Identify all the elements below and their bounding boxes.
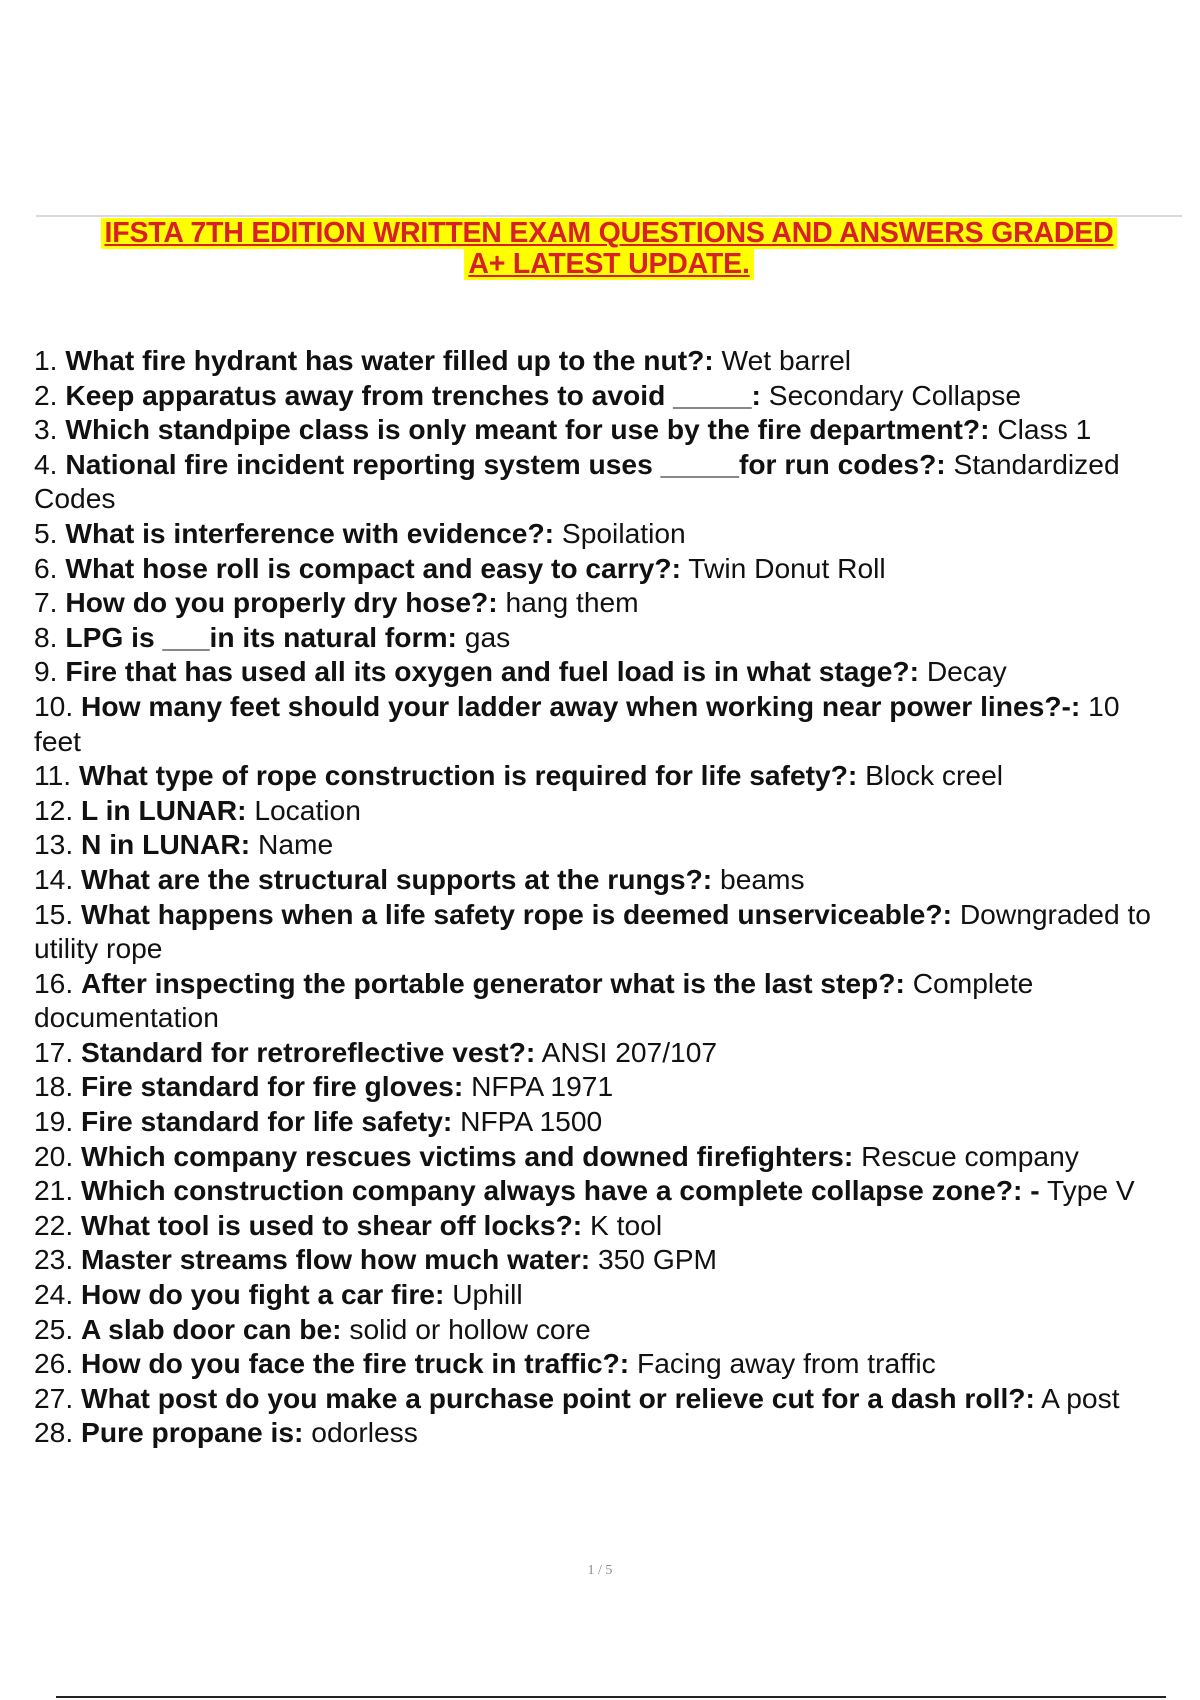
qa-number: 13.: [34, 828, 74, 861]
qa-answer: Decay: [926, 655, 1007, 688]
title-line-2: A+ LATEST UPDATE.: [464, 249, 753, 280]
qa-number: 25.: [34, 1312, 74, 1345]
qa-number: 19.: [34, 1105, 74, 1138]
qa-number: 4.: [34, 447, 58, 480]
qa-question: Fire standard for life safety:: [81, 1105, 453, 1138]
qa-answer: NFPA 1971: [471, 1070, 614, 1103]
qa-answer: Spoilation: [561, 516, 686, 549]
qa-item: [34, 1346, 1174, 1381]
qa-number: 3.: [34, 413, 58, 446]
qa-item: [34, 1035, 1174, 1070]
qa-question: LPG is ___in its natural form:: [65, 620, 457, 653]
qa-item: [34, 1069, 1174, 1104]
qa-question: Keep apparatus away from trenches to avoid _____:: [65, 378, 761, 411]
qa-item: [34, 758, 1174, 793]
qa-question: Pure propane is:: [81, 1416, 304, 1449]
qa-item: [34, 620, 1174, 655]
qa-number: 16.: [34, 966, 74, 999]
qa-answer: Secondary Collapse: [768, 378, 1022, 411]
qa-answer: K tool: [590, 1208, 663, 1241]
qa-question: What hose roll is compact and easy to carry?:: [65, 551, 681, 584]
qa-question: What are the structural supports at the rungs?:: [81, 862, 713, 895]
qa-number: 15.: [34, 897, 74, 930]
qa-item: [34, 447, 1174, 516]
qa-number: 20.: [34, 1139, 74, 1172]
qa-question: N in LUNAR:: [81, 828, 251, 861]
qa-answer: beams: [720, 862, 805, 895]
title-line-1: IFSTA 7TH EDITION WRITTEN EXAM QUESTIONS AND ANSWERS GRADED: [101, 218, 1118, 249]
question-answer-list: [34, 343, 1174, 1450]
qa-item: [34, 1139, 1174, 1174]
qa-answer: Standardized Codes: [34, 447, 1120, 515]
document-title: [36, 218, 1182, 280]
qa-question: Master streams flow how much water:: [81, 1243, 591, 1276]
qa-number: 24.: [34, 1278, 74, 1311]
qa-question: What tool is used to shear off locks?:: [81, 1208, 583, 1241]
qa-number: 23.: [34, 1243, 74, 1276]
qa-question: What post do you make a purchase point or relieve cut for a dash roll?:: [81, 1381, 1035, 1414]
qa-item: [34, 516, 1174, 551]
qa-answer: Wet barrel: [721, 344, 852, 376]
bottom-divider: [56, 1696, 1166, 1698]
qa-number: 21.: [34, 1174, 74, 1207]
qa-question: What happens when a life safety rope is deemed unserviceable?:: [81, 897, 952, 930]
qa-question: How do you properly dry hose?:: [65, 586, 498, 619]
qa-item: [34, 827, 1174, 862]
qa-question: Standard for retroreflective vest?:: [81, 1035, 536, 1068]
qa-item: [34, 378, 1174, 413]
qa-item: [34, 1381, 1174, 1416]
qa-answer: Twin Donut Roll: [688, 551, 886, 584]
qa-answer: 10 feet: [34, 689, 1120, 757]
qa-number: 27.: [34, 1381, 74, 1414]
qa-question: National fire incident reporting system uses _____for run codes?:: [65, 447, 946, 480]
qa-question: Which company rescues victims and downed firefighters:: [81, 1139, 854, 1172]
qa-number: 28.: [34, 1416, 74, 1449]
qa-number: 2.: [34, 378, 58, 411]
qa-question: A slab door can be:: [81, 1312, 342, 1345]
qa-item: [34, 1415, 1174, 1450]
qa-question: Fire standard for fire gloves:: [81, 1070, 464, 1103]
qa-number: 18.: [34, 1070, 74, 1103]
qa-answer: NFPA 1500: [460, 1105, 603, 1138]
qa-number: 10.: [34, 689, 74, 722]
qa-number: 22.: [34, 1208, 74, 1241]
qa-item: [34, 966, 1174, 1035]
qa-number: 9.: [34, 655, 58, 688]
qa-item: [34, 585, 1174, 620]
qa-item: [34, 1312, 1174, 1347]
qa-question: How do you face the fire truck in traffic?:: [81, 1347, 630, 1380]
qa-answer: Complete documentation: [34, 966, 1034, 1034]
qa-question: What fire hydrant has water filled up to the nut?:: [65, 344, 714, 376]
qa-answer: solid or hollow core: [349, 1312, 591, 1345]
qa-number: 26.: [34, 1347, 74, 1380]
qa-item: [34, 1104, 1174, 1139]
qa-answer: Rescue company: [861, 1139, 1079, 1172]
qa-question: How many feet should your ladder away when working near power lines?-:: [81, 689, 1081, 722]
qa-number: 14.: [34, 862, 74, 895]
qa-answer: A post: [1041, 1381, 1120, 1414]
qa-answer: Facing away from traffic: [637, 1347, 936, 1380]
qa-answer: ANSI 207/107: [541, 1035, 718, 1068]
qa-question: What type of rope construction is required for life safety?:: [78, 759, 858, 792]
qa-question: What is interference with evidence?:: [65, 516, 555, 549]
qa-number: 17.: [34, 1035, 74, 1068]
qa-number: 6.: [34, 551, 58, 584]
qa-number: 5.: [34, 516, 58, 549]
qa-item: [34, 1173, 1174, 1208]
qa-item: [34, 793, 1174, 828]
qa-answer: odorless: [311, 1416, 418, 1449]
qa-number: 11.: [34, 759, 72, 792]
qa-answer: gas: [464, 620, 511, 653]
qa-item: [34, 1242, 1174, 1277]
qa-answer: 350 GPM: [597, 1243, 718, 1276]
qa-question: Which standpipe class is only meant for use by the fire department?:: [65, 413, 990, 446]
qa-question: Fire that has used all its oxygen and fuel load is in what stage?:: [65, 655, 919, 688]
qa-item: [34, 343, 1174, 378]
qa-question: L in LUNAR:: [81, 793, 247, 826]
qa-answer: Uphill: [452, 1278, 523, 1311]
qa-item: [34, 862, 1174, 897]
qa-item: [34, 412, 1174, 447]
qa-answer: Name: [257, 828, 334, 861]
qa-answer: hang them: [505, 586, 639, 619]
qa-question: How do you fight a car fire:: [81, 1278, 445, 1311]
qa-number: 7.: [34, 586, 58, 619]
page-number: 1 / 5: [587, 1563, 613, 1578]
qa-item: [34, 1277, 1174, 1312]
qa-number: 1.: [34, 344, 58, 376]
qa-answer: Type V: [1046, 1174, 1135, 1207]
qa-number: 12.: [34, 793, 74, 826]
qa-item: [34, 654, 1174, 689]
qa-item: [34, 689, 1174, 758]
qa-question: After inspecting the portable generator what is the last step?:: [81, 966, 905, 999]
qa-answer: Downgraded to utility rope: [34, 897, 1151, 965]
qa-item: [34, 1208, 1174, 1243]
qa-item: [34, 897, 1174, 966]
qa-item: [34, 551, 1174, 586]
qa-answer: Block creel: [865, 759, 1004, 792]
qa-question: Which construction company always have a complete collapse zone?: -: [81, 1174, 1040, 1207]
qa-answer: Class 1: [997, 413, 1092, 446]
qa-number: 8.: [34, 620, 58, 653]
qa-answer: Location: [254, 793, 361, 826]
